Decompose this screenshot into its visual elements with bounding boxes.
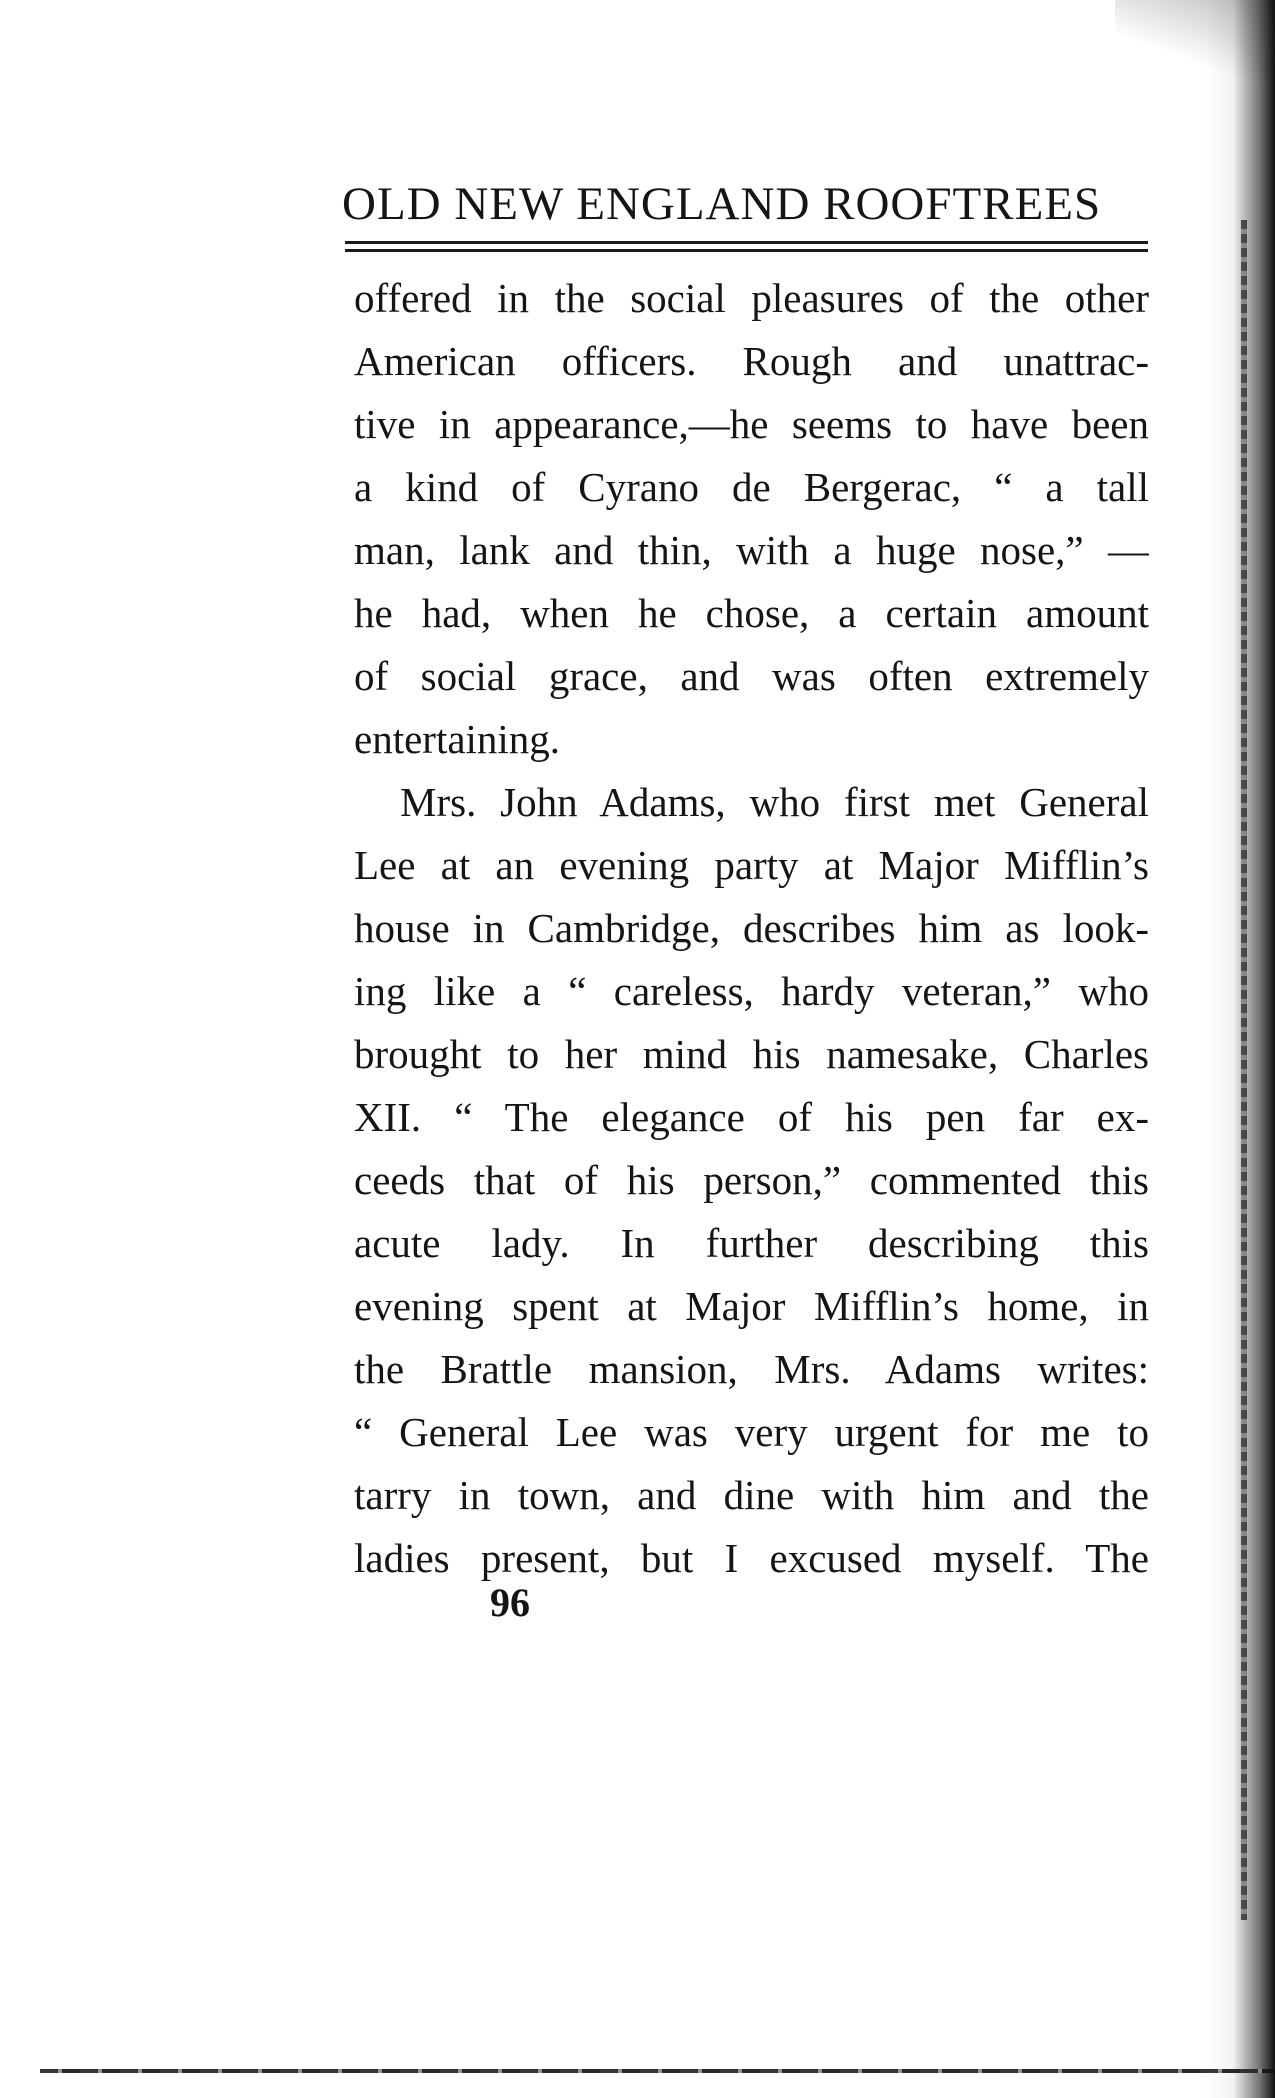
paragraph-end-line: entertaining. — [354, 716, 561, 762]
text-line: acute lady. In further describing this — [354, 1220, 1149, 1266]
text-line: a kind of Cyrano de Bergerac, “ a tall — [354, 464, 1149, 510]
text-line: tarry in town, and dine with him and the — [354, 1472, 1149, 1518]
body-text — [354, 267, 1149, 1590]
binding-edge-texture — [1241, 220, 1247, 1920]
text-line: “ General Lee was very urgent for me to — [354, 1409, 1149, 1455]
text-line: evening spent at Major Mifflin’s home, in — [354, 1283, 1149, 1329]
paragraph-start-line: Mrs. John Adams, who first met General — [400, 779, 1149, 825]
text-line: Lee at an evening party at Major Mifflin’s — [354, 842, 1149, 888]
text-line: of social grace, and was often extremely — [354, 653, 1149, 699]
text-line: man, lank and thin, with a huge nose,” — — [354, 527, 1149, 573]
text-line: XII. “ The elegance of his pen far ex- — [354, 1094, 1149, 1140]
text-line: offered in the social pleasures of the other — [354, 275, 1149, 321]
text-line: the Brattle mansion, Mrs. Adams writes: — [354, 1346, 1149, 1392]
text-line: house in Cambridge, describes him as look- — [354, 905, 1149, 951]
page-number: 96 — [490, 1580, 530, 1625]
header-rule-bottom — [345, 249, 1148, 252]
text-line: brought to her mind his namesake, Charles — [354, 1031, 1149, 1077]
running-head-title: OLD NEW ENGLAND ROOFTREES — [342, 178, 1102, 230]
text-line: ladies present, but I excused myself. The — [354, 1535, 1149, 1581]
text-line: ing like a “ careless, hardy veteran,” who — [354, 968, 1149, 1014]
text-line: tive in appearance,—he seems to have been — [354, 401, 1149, 447]
text-line: he had, when he chose, a certain amount — [354, 590, 1149, 636]
binding-edge-shadow — [1205, 0, 1275, 2098]
text-line: ceeds that of his person,” commented this — [354, 1157, 1149, 1203]
text-line: American officers. Rough and unattrac- — [354, 338, 1149, 384]
page-bottom-edge — [40, 2069, 1275, 2073]
header-rule-top — [345, 241, 1148, 244]
